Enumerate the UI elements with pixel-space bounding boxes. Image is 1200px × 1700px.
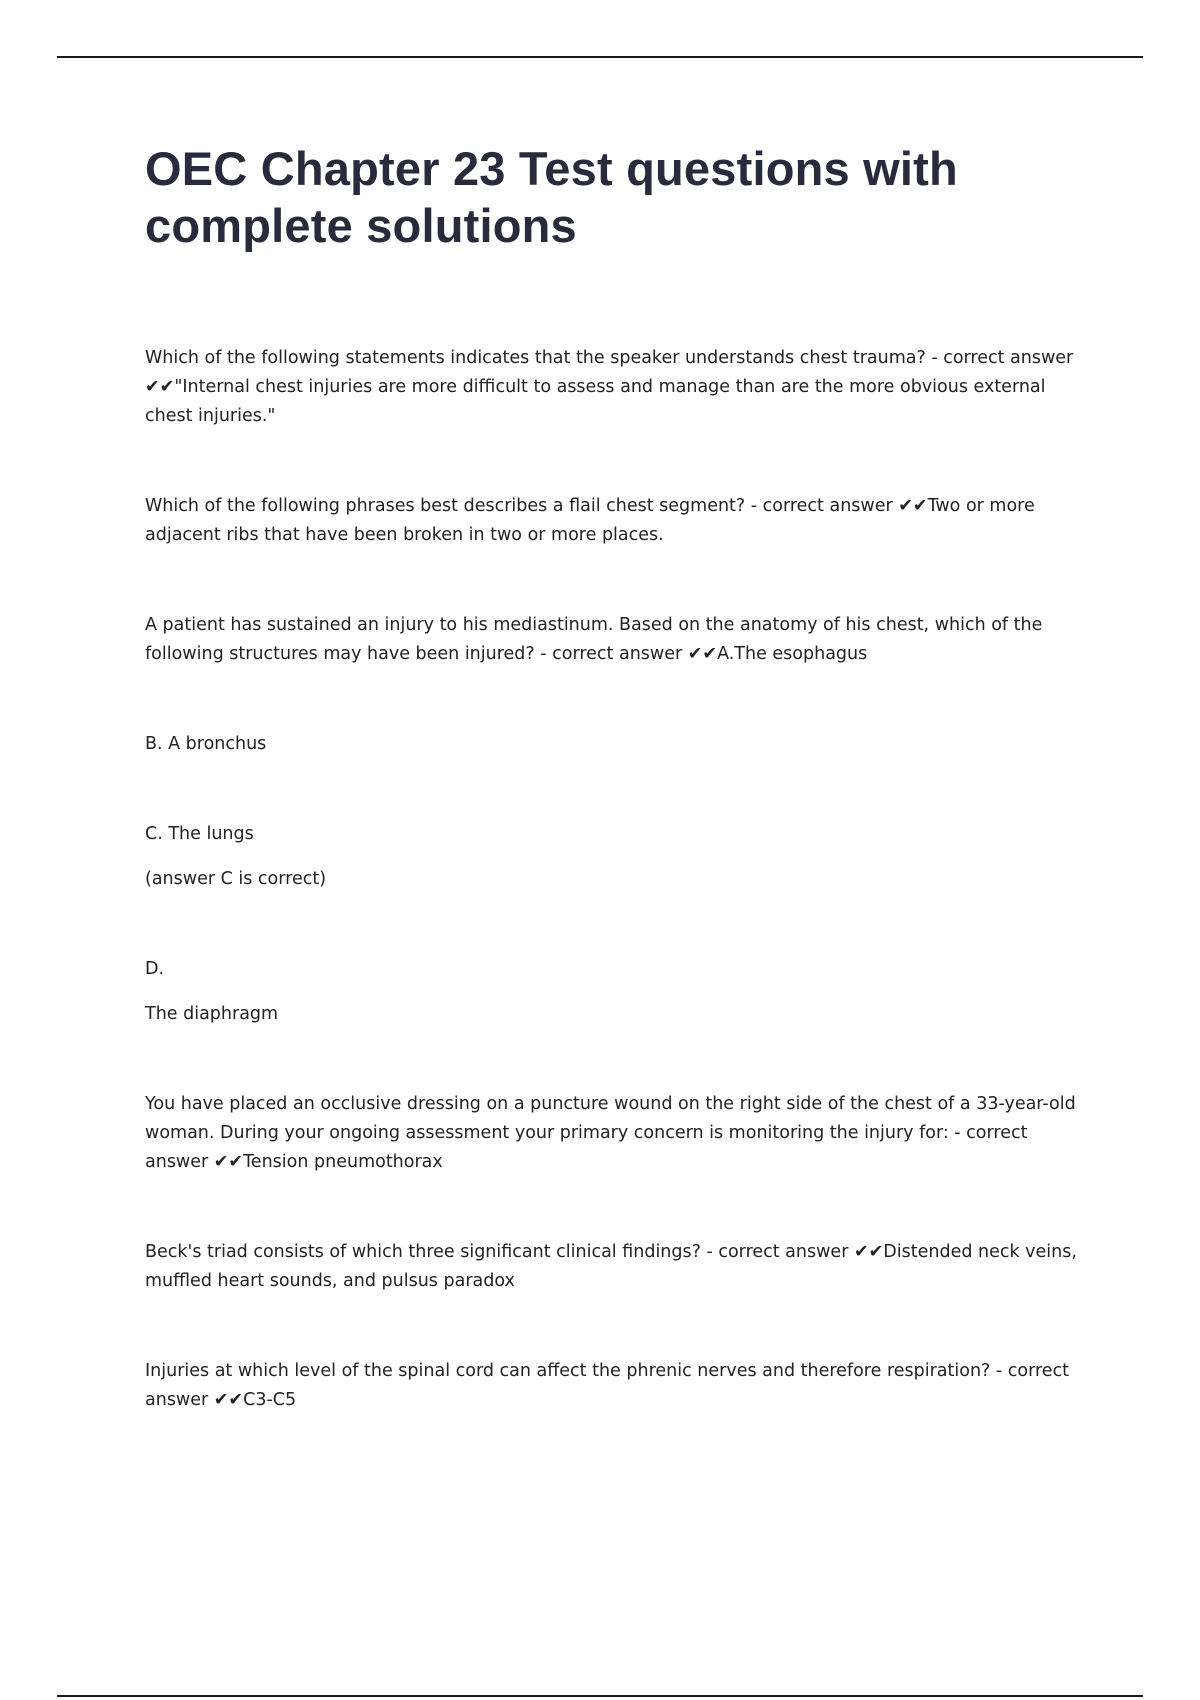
top-rule	[57, 56, 1143, 58]
question-occlusive-dressing: You have placed an occlusive dressing on a puncture wound on the right side of the chest of a 33-year-old woman. During your ongoing assessment your primary concern is monitoring the injury for: - correct answer ✔✔Tension pneumothorax	[145, 1094, 1076, 1172]
question-becks-triad: Beck's triad consists of which three significant clinical findings? - correct answer ✔✔Distended neck veins, muffled heart sounds, and pulsus paradox	[145, 1242, 1077, 1291]
document-title: OEC Chapter 23 Test questions with complete solutions	[145, 142, 958, 252]
option-d-text: The diaphragm	[145, 1004, 279, 1024]
option-b: B. A bronchus	[145, 734, 267, 754]
document-body	[145, 140, 1085, 1415]
answer-note: (answer C is correct)	[145, 869, 327, 889]
question-phrenic-nerves: Injuries at which level of the spinal cord can affect the phrenic nerves and therefore respiration? - correct answer ✔✔C3-C5	[145, 1361, 1070, 1410]
question-chest-trauma: Which of the following statements indicates that the speaker understands chest trauma? - correct answer ✔✔"Internal chest injuries are more difficult to assess and manage than are the more obvious external chest injuries."	[145, 348, 1074, 426]
option-c: C. The lungs	[145, 824, 254, 844]
option-d-label: D.	[145, 959, 165, 979]
bottom-rule	[57, 1695, 1143, 1697]
question-flail-chest: Which of the following phrases best describes a flail chest segment? - correct answer ✔✔Two or more adjacent ribs that have been broken in two or more places.	[145, 496, 1035, 545]
question-mediastinum: A patient has sustained an injury to his mediastinum. Based on the anatomy of his chest, which of the following structures may have been injured? - correct answer ✔✔A.The esophagus	[145, 615, 1043, 664]
